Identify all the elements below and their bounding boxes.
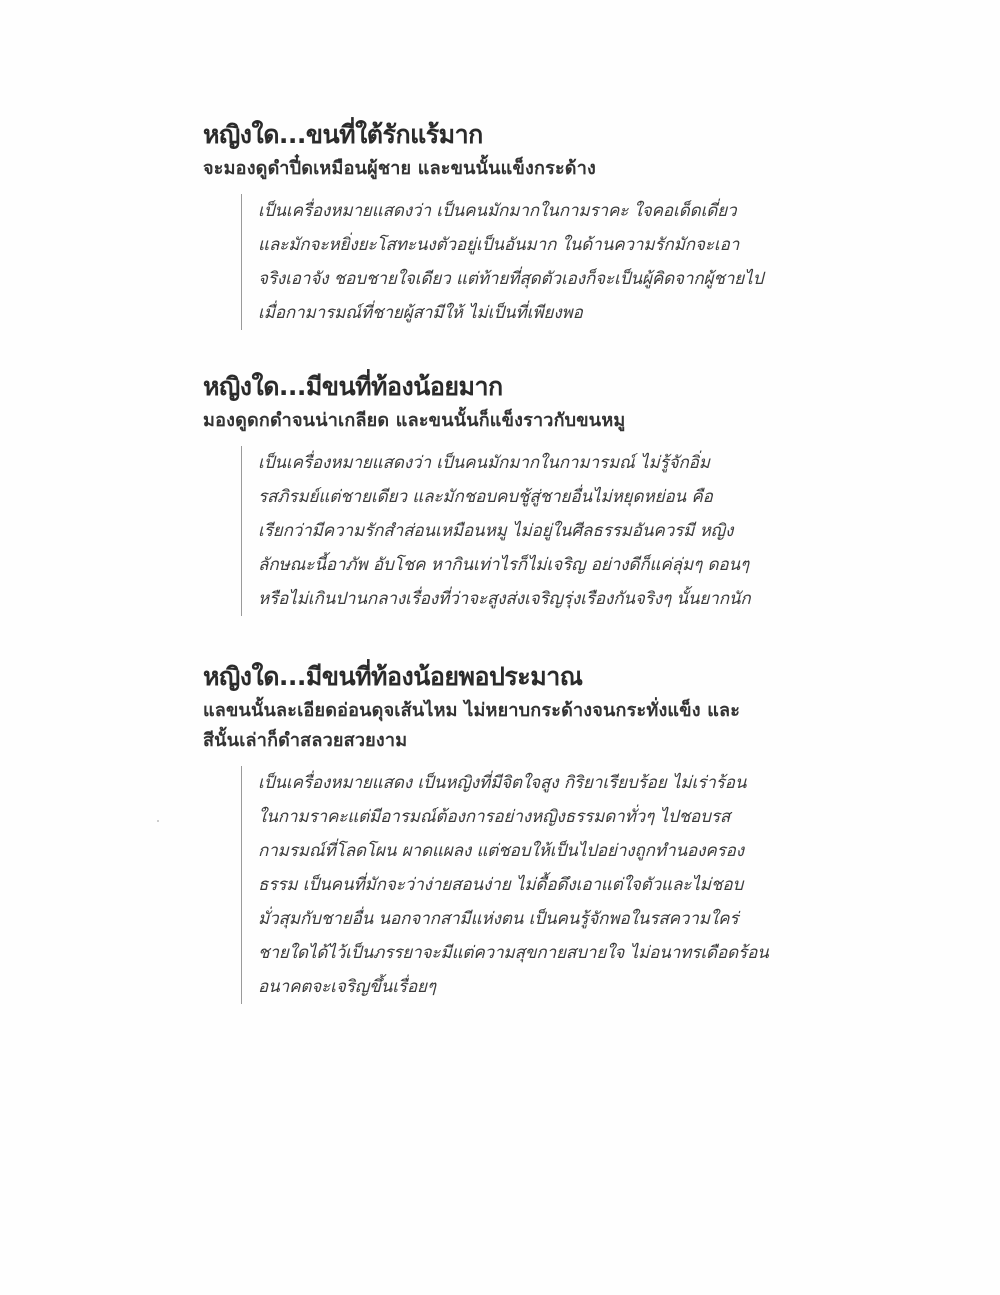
body-line: หรือไม่เกินปานกลางเรื่องที่ว่าจะสูงส่งเจริญรุ่งเรืองกันจริงๆ นั้นยากนัก — [258, 589, 751, 609]
body-line: และมักจะหยิ่งยะโสทะนงตัวอยู่เป็นอันมาก ในด้านความรักมักจะเอา — [258, 235, 740, 255]
section-body — [241, 446, 803, 616]
section-subheading: แลขนนั้นละเอียดอ่อนดุจเส้นไหม ไม่หยาบกระด้างจนกระทั่งแข็ง และ — [203, 700, 741, 721]
section-subheading: สีนั้นเล่าก็ดำสลวยสวยงาม — [203, 730, 408, 751]
section-subheading: จะมองดูดำปี๋ดเหมือนผู้ชาย และขนนั้นแข็งกระด้าง — [203, 158, 596, 179]
body-line: จริงเอาจัง ชอบชายใจเดียว แต่ท้ายที่สุดตัวเองก็จะเป็นผู้คิดจากผู้ชายไป — [258, 269, 764, 289]
body-line: ลักษณะนี้อาภัพ อับโชค หากินเท่าไรก็ไม่เจริญ อย่างดีก็แค่ลุ่มๆ ดอนๆ — [258, 555, 750, 575]
section-heading: หญิงใด...มีขนที่ท้องน้อยมาก — [203, 372, 503, 401]
scan-speck — [157, 820, 159, 822]
body-line: เมื่อกามารมณ์ที่ชายผู้สามีให้ ไม่เป็นที่เพียงพอ — [258, 303, 583, 323]
body-line: ชายใดได้ไว้เป็นภรรยาจะมีแต่ความสุขกายสบายใจ ไม่อนาทรเดือดร้อน — [258, 943, 769, 963]
body-line: กามรมณ์ที่โลดโผน ผาดแผลง แต่ชอบให้เป็นไปอย่างถูกทำนองครอง — [258, 841, 744, 861]
body-line: เรียกว่ามีความรักสำส่อนเหมือนหมู ไม่อยู่ในศีลธรรมอันควรมี หญิง — [258, 521, 734, 541]
section-abdomen-hair-much — [203, 370, 803, 616]
section-heading: หญิงใด...มีขนที่ท้องน้อยพอประมาณ — [203, 662, 583, 691]
body-line: รสภิรมย์แต่ชายเดียว และมักชอบคบชู้สู่ชายอื่นไม่หยุดหย่อน คือ — [258, 487, 713, 507]
body-line: มั่วสุมกับชายอื่น นอกจากสามีแห่งตน เป็นคนรู้จักพอในรสความใคร่ — [258, 909, 739, 929]
section-heading: หญิงใด...ขนที่ใต้รักแร้มาก — [203, 120, 483, 149]
section-abdomen-hair-moderate — [203, 660, 803, 1004]
section-body — [241, 194, 803, 330]
body-line: ในกามราคะแต่มีอารมณ์ต้องการอย่างหญิงธรรมดาทั่วๆ ไปชอบรส — [258, 807, 731, 827]
body-line: เป็นเครื่องหมายแสดง เป็นหญิงที่มีจิตใจสูง กิริยาเรียบร้อย ไม่เร่าร้อน — [258, 773, 747, 793]
body-line: เป็นเครื่องหมายแสดงว่า เป็นคนมักมากในกามราคะ ใจคอเด็ดเดี่ยว — [258, 201, 737, 221]
section-body — [241, 766, 803, 1004]
section-underarm-hair — [203, 118, 803, 330]
body-line: ธรรม เป็นคนที่มักจะว่าง่ายสอนง่าย ไม่ดื้อดึงเอาแต่ใจตัวและไม่ชอบ — [258, 875, 744, 895]
section-subheading: มองดูดกดำจนน่าเกลียด และขนนั้นก็แข็งราวกับขนหมู — [203, 410, 626, 431]
body-line: อนาคตจะเจริญขึ้นเรื่อยๆ — [258, 977, 436, 997]
body-line: เป็นเครื่องหมายแสดงว่า เป็นคนมักมากในกามารมณ์ ไม่รู้จักอิ่ม — [258, 453, 710, 473]
